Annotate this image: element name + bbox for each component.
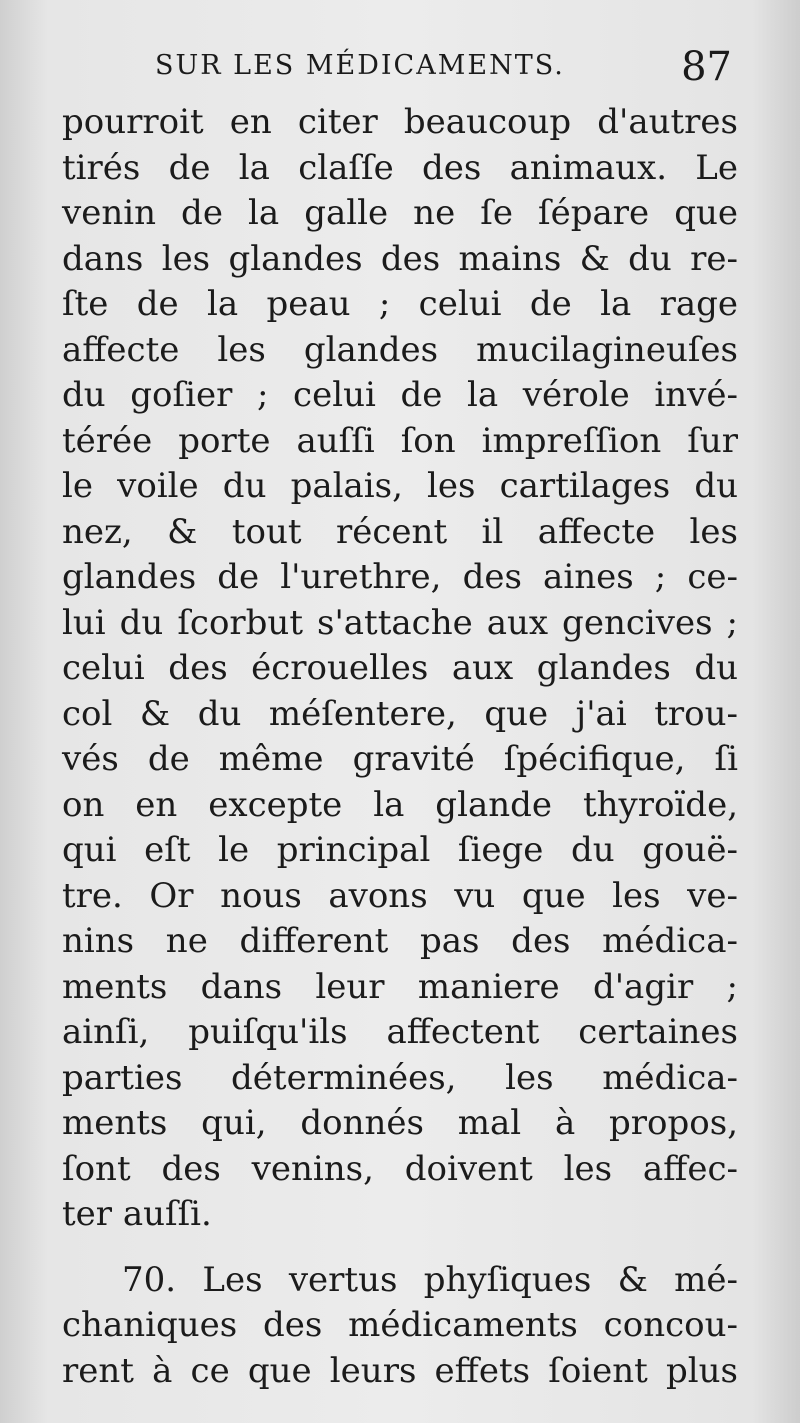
text-line: venin de la galle ne ſe ſépare que [62,193,738,233]
text-line: col & du méſentere, que j'ai trou- [62,693,738,734]
text-line: ter auſſi. [62,1194,212,1234]
text-line: vés de même gravité ſpécifique, ſi [62,739,738,779]
text-line: parties déterminées, les médica- [62,1057,738,1098]
text-line: le voile du palais, les cartilages du [62,466,738,506]
text-line: nez, & tout récent il affecte les [62,511,738,552]
running-title: SUR LES MÉDICAMENTS. [155,50,565,81]
text-line: ſont des venins, doivent les affec- [62,1148,738,1189]
text-line: rent à ce que leurs effets ſoient plus [62,1350,738,1391]
text-line: affecte les glandes mucilagineuſes [62,329,738,370]
text-line: ments dans leur maniere d'agir ; [62,966,738,1007]
text-line: ments qui, donnés mal à propos, [62,1103,738,1143]
text-line: tirés de la claſſe des animaux. Le [62,147,738,188]
body-text [62,100,738,1394]
text-line: 70. Les vertus phyſiques & mé- [122,1259,738,1300]
page-number: 87 [681,44,732,90]
text-line: tre. Or nous avons vu que les ve- [62,875,738,916]
text-line: nins ne different pas des médica- [62,921,738,961]
text-line: celui des écrouelles aux glandes du [62,648,738,688]
text-line: ainſi, puiſqu'ils affectent certaines [62,1012,738,1052]
text-line: du goſier ; celui de la vérole invé- [62,375,738,415]
text-line: ſte de la peau ; celui de la rage [62,284,738,324]
text-line: térée porte auſſi ſon impreſſion ſur [62,420,738,461]
running-head [60,44,732,100]
text-line: qui eſt le principal ſiege du gouë- [62,830,738,870]
text-line: dans les glandes des mains & du re- [62,238,738,279]
paragraph-gap [62,1238,738,1258]
text-line: on en excepte la glande thyroïde, [62,784,738,825]
text-line: pourroit en citer beaucoup d'autres [62,102,738,142]
text-line: chaniques des médicaments concou- [62,1305,738,1345]
text-line: glandes de l'urethre, des aines ; ce- [62,557,738,597]
text-line: lui du ſcorbut s'attache aux gencives ; [62,602,738,643]
